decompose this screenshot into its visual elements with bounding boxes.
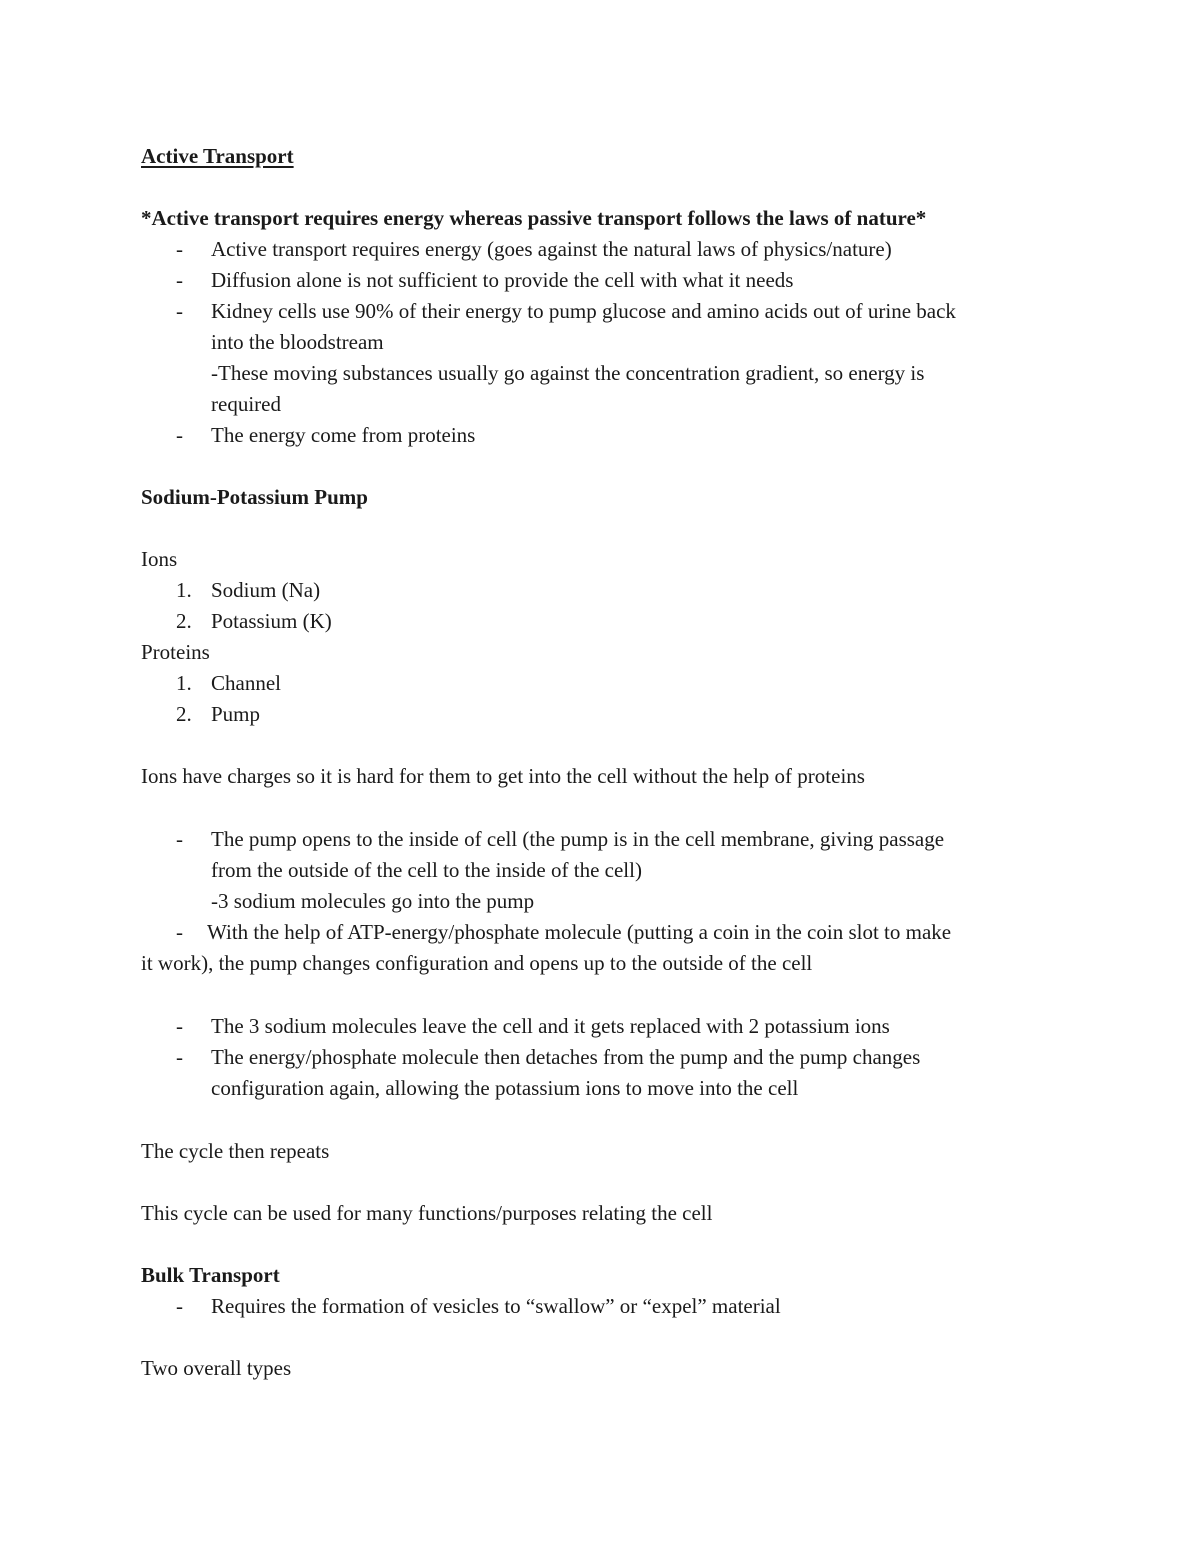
list-item: The energy come from proteins — [211, 423, 476, 447]
cycle-repeats-paragraph: The cycle then repeats — [141, 1139, 330, 1163]
list-number: 1. — [176, 671, 192, 695]
list-item: Channel — [211, 671, 281, 695]
list-item: The 3 sodium molecules leave the cell and it gets replaced with 2 potassium ions — [211, 1014, 890, 1038]
bullet-dash: - — [176, 827, 183, 851]
list-number: 1. — [176, 578, 192, 602]
list-number: 2. — [176, 609, 192, 633]
list-item-continuation: from the outside of the cell to the inside of the cell) — [211, 858, 642, 882]
list-item-continuation: configuration again, allowing the potassium ions to move into the cell — [211, 1076, 799, 1100]
list-number: 2. — [176, 702, 192, 726]
cycle-functions-paragraph: This cycle can be used for many functions/purposes relating the cell — [141, 1201, 713, 1225]
heading-sodium-potassium-pump: Sodium-Potassium Pump — [141, 485, 368, 509]
list-item: Requires the formation of vesicles to “swallow” or “expel” material — [211, 1294, 781, 1318]
ions-label: Ions — [141, 547, 178, 571]
list-item-continuation: required — [211, 392, 281, 416]
bullet-dash: - — [176, 920, 183, 944]
heading-active-transport: Active Transport — [141, 144, 294, 168]
list-item-subnote: -3 sodium molecules go into the pump — [211, 889, 535, 913]
list-item: Active transport requires energy (goes against the natural laws of physics/nature) — [211, 237, 892, 261]
bullet-dash: - — [176, 1014, 183, 1038]
list-item: Diffusion alone is not sufficient to provide the cell with what it needs — [211, 268, 794, 292]
list-item: Kidney cells use 90% of their energy to pump glucose and amino acids out of urine back — [211, 299, 956, 323]
list-item-continuation: into the bloodstream — [211, 330, 384, 354]
list-item: Potassium (K) — [211, 609, 332, 633]
list-item-subnote: -These moving substances usually go against the concentration gradient, so energy is — [211, 361, 925, 385]
ions-charges-paragraph: Ions have charges so it is hard for them to get into the cell without the help of proteins — [141, 764, 865, 788]
bullet-dash: - — [176, 299, 183, 323]
bullet-dash: - — [176, 1045, 183, 1069]
atp-line-continuation: it work), the pump changes configuration and opens up to the outside of the cell — [141, 951, 813, 975]
active-vs-passive-note: *Active transport requires energy whereas passive transport follows the laws of nature* — [141, 206, 927, 230]
bullet-dash: - — [176, 237, 183, 261]
atp-line: With the help of ATP-energy/phosphate molecule (putting a coin in the coin slot to make — [207, 920, 952, 944]
list-item: Pump — [211, 702, 261, 726]
bullet-dash: - — [176, 268, 183, 292]
bullet-dash: - — [176, 1294, 183, 1318]
heading-bulk-transport: Bulk Transport — [141, 1263, 280, 1287]
list-item: The pump opens to the inside of cell (the pump is in the cell membrane, giving passage — [211, 827, 945, 851]
bullet-dash: - — [176, 423, 183, 447]
proteins-label: Proteins — [141, 640, 210, 664]
list-item: Sodium (Na) — [211, 578, 321, 602]
list-item: The energy/phosphate molecule then detaches from the pump and the pump changes — [211, 1045, 921, 1069]
two-types-paragraph: Two overall types — [141, 1356, 292, 1380]
